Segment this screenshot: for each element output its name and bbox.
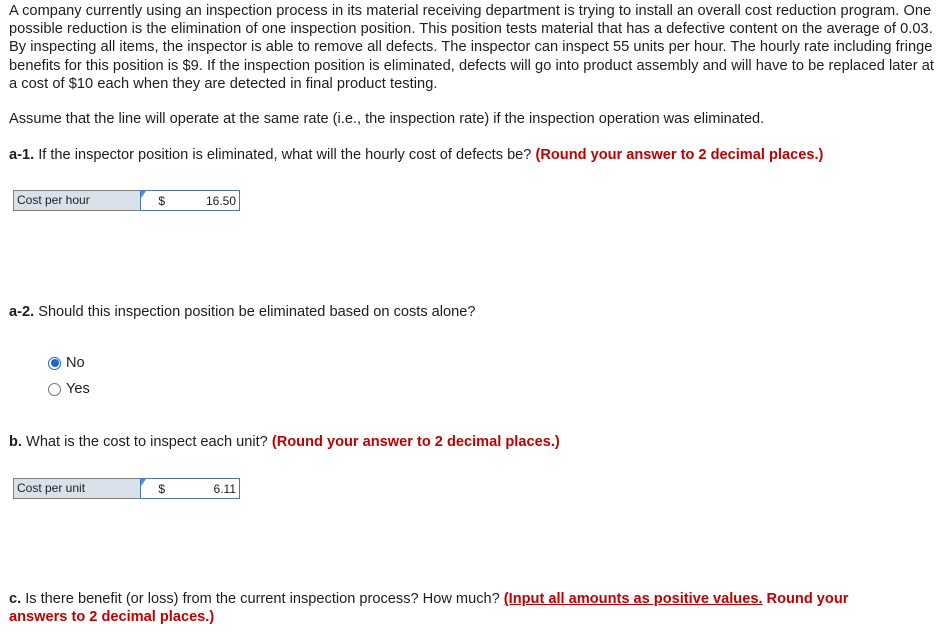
cost-per-hour-value[interactable]: 16.50 <box>205 193 236 208</box>
problem-intro: A company currently using an inspection process in its material receiving department is trying to install an overall cost reduction program. One possible reduction is the elimination of one inspection position. This position tests material that has a defective content on the average of 0.03. By inspecting all items, the inspector is able to remove all defects. The inspector can inspect 55 units per hour. The hourly rate including fringe benefits for this position is $9. If the inspection position is eliminated, defects will go into product assembly and will have to be replaced later at a cost of $10 each when they are detected in final product testing. <box>9 3 935 92</box>
cost-per-unit-input[interactable] <box>140 478 240 499</box>
question-a2-text: Should this inspection position be eliminated based on costs alone? <box>34 304 476 320</box>
cost-per-unit-value[interactable]: 6.11 <box>213 481 236 496</box>
question-c-text: Is there benefit (or loss) from the current inspection process? How much? <box>21 591 504 607</box>
radio-no-label[interactable]: No <box>66 355 85 371</box>
answer-flag-icon <box>141 191 146 198</box>
question-a1 <box>9 146 823 164</box>
question-c-instruction-underlined: (Input all amounts as positive values. <box>503 591 763 607</box>
question-b-instruction: (Round your answer to 2 decimal places.) <box>271 434 560 450</box>
question-a1-instruction: (Round your answer to 2 decimal places.) <box>535 147 824 163</box>
question-a2 <box>9 303 476 321</box>
question-c <box>9 590 909 626</box>
radio-no-icon[interactable] <box>48 357 61 370</box>
radio-option-yes[interactable] <box>48 381 90 397</box>
question-b-label: b. <box>9 434 22 450</box>
answer-flag-icon <box>141 479 146 486</box>
question-a1-label: a-1. <box>9 147 35 163</box>
question-c-instruction-rest: Round your answers to 2 decimal places.) <box>9 591 849 626</box>
question-a1-text: If the inspector position is eliminated, what will the hourly cost of defects be? <box>34 147 536 163</box>
question-a2-label: a-2. <box>9 304 35 320</box>
answer-table-a1 <box>13 190 240 211</box>
assumption-text: Assume that the line will operate at the same rate (i.e., the inspection rate) if the inspection operation was eliminated. <box>9 111 765 127</box>
radio-yes-label[interactable]: Yes <box>66 381 90 397</box>
question-b <box>9 433 560 451</box>
radio-option-no[interactable] <box>48 355 85 371</box>
answer-table-b <box>13 478 240 499</box>
radio-yes-icon[interactable] <box>48 383 61 396</box>
question-c-label: c. <box>9 591 22 607</box>
question-b-text: What is the cost to inspect each unit? <box>21 434 272 450</box>
cost-per-hour-label: Cost per hour <box>14 191 141 210</box>
currency-symbol: $ <box>158 193 165 208</box>
cost-per-hour-input[interactable] <box>140 190 240 211</box>
cost-per-unit-label: Cost per unit <box>14 479 141 498</box>
currency-symbol: $ <box>158 481 165 496</box>
